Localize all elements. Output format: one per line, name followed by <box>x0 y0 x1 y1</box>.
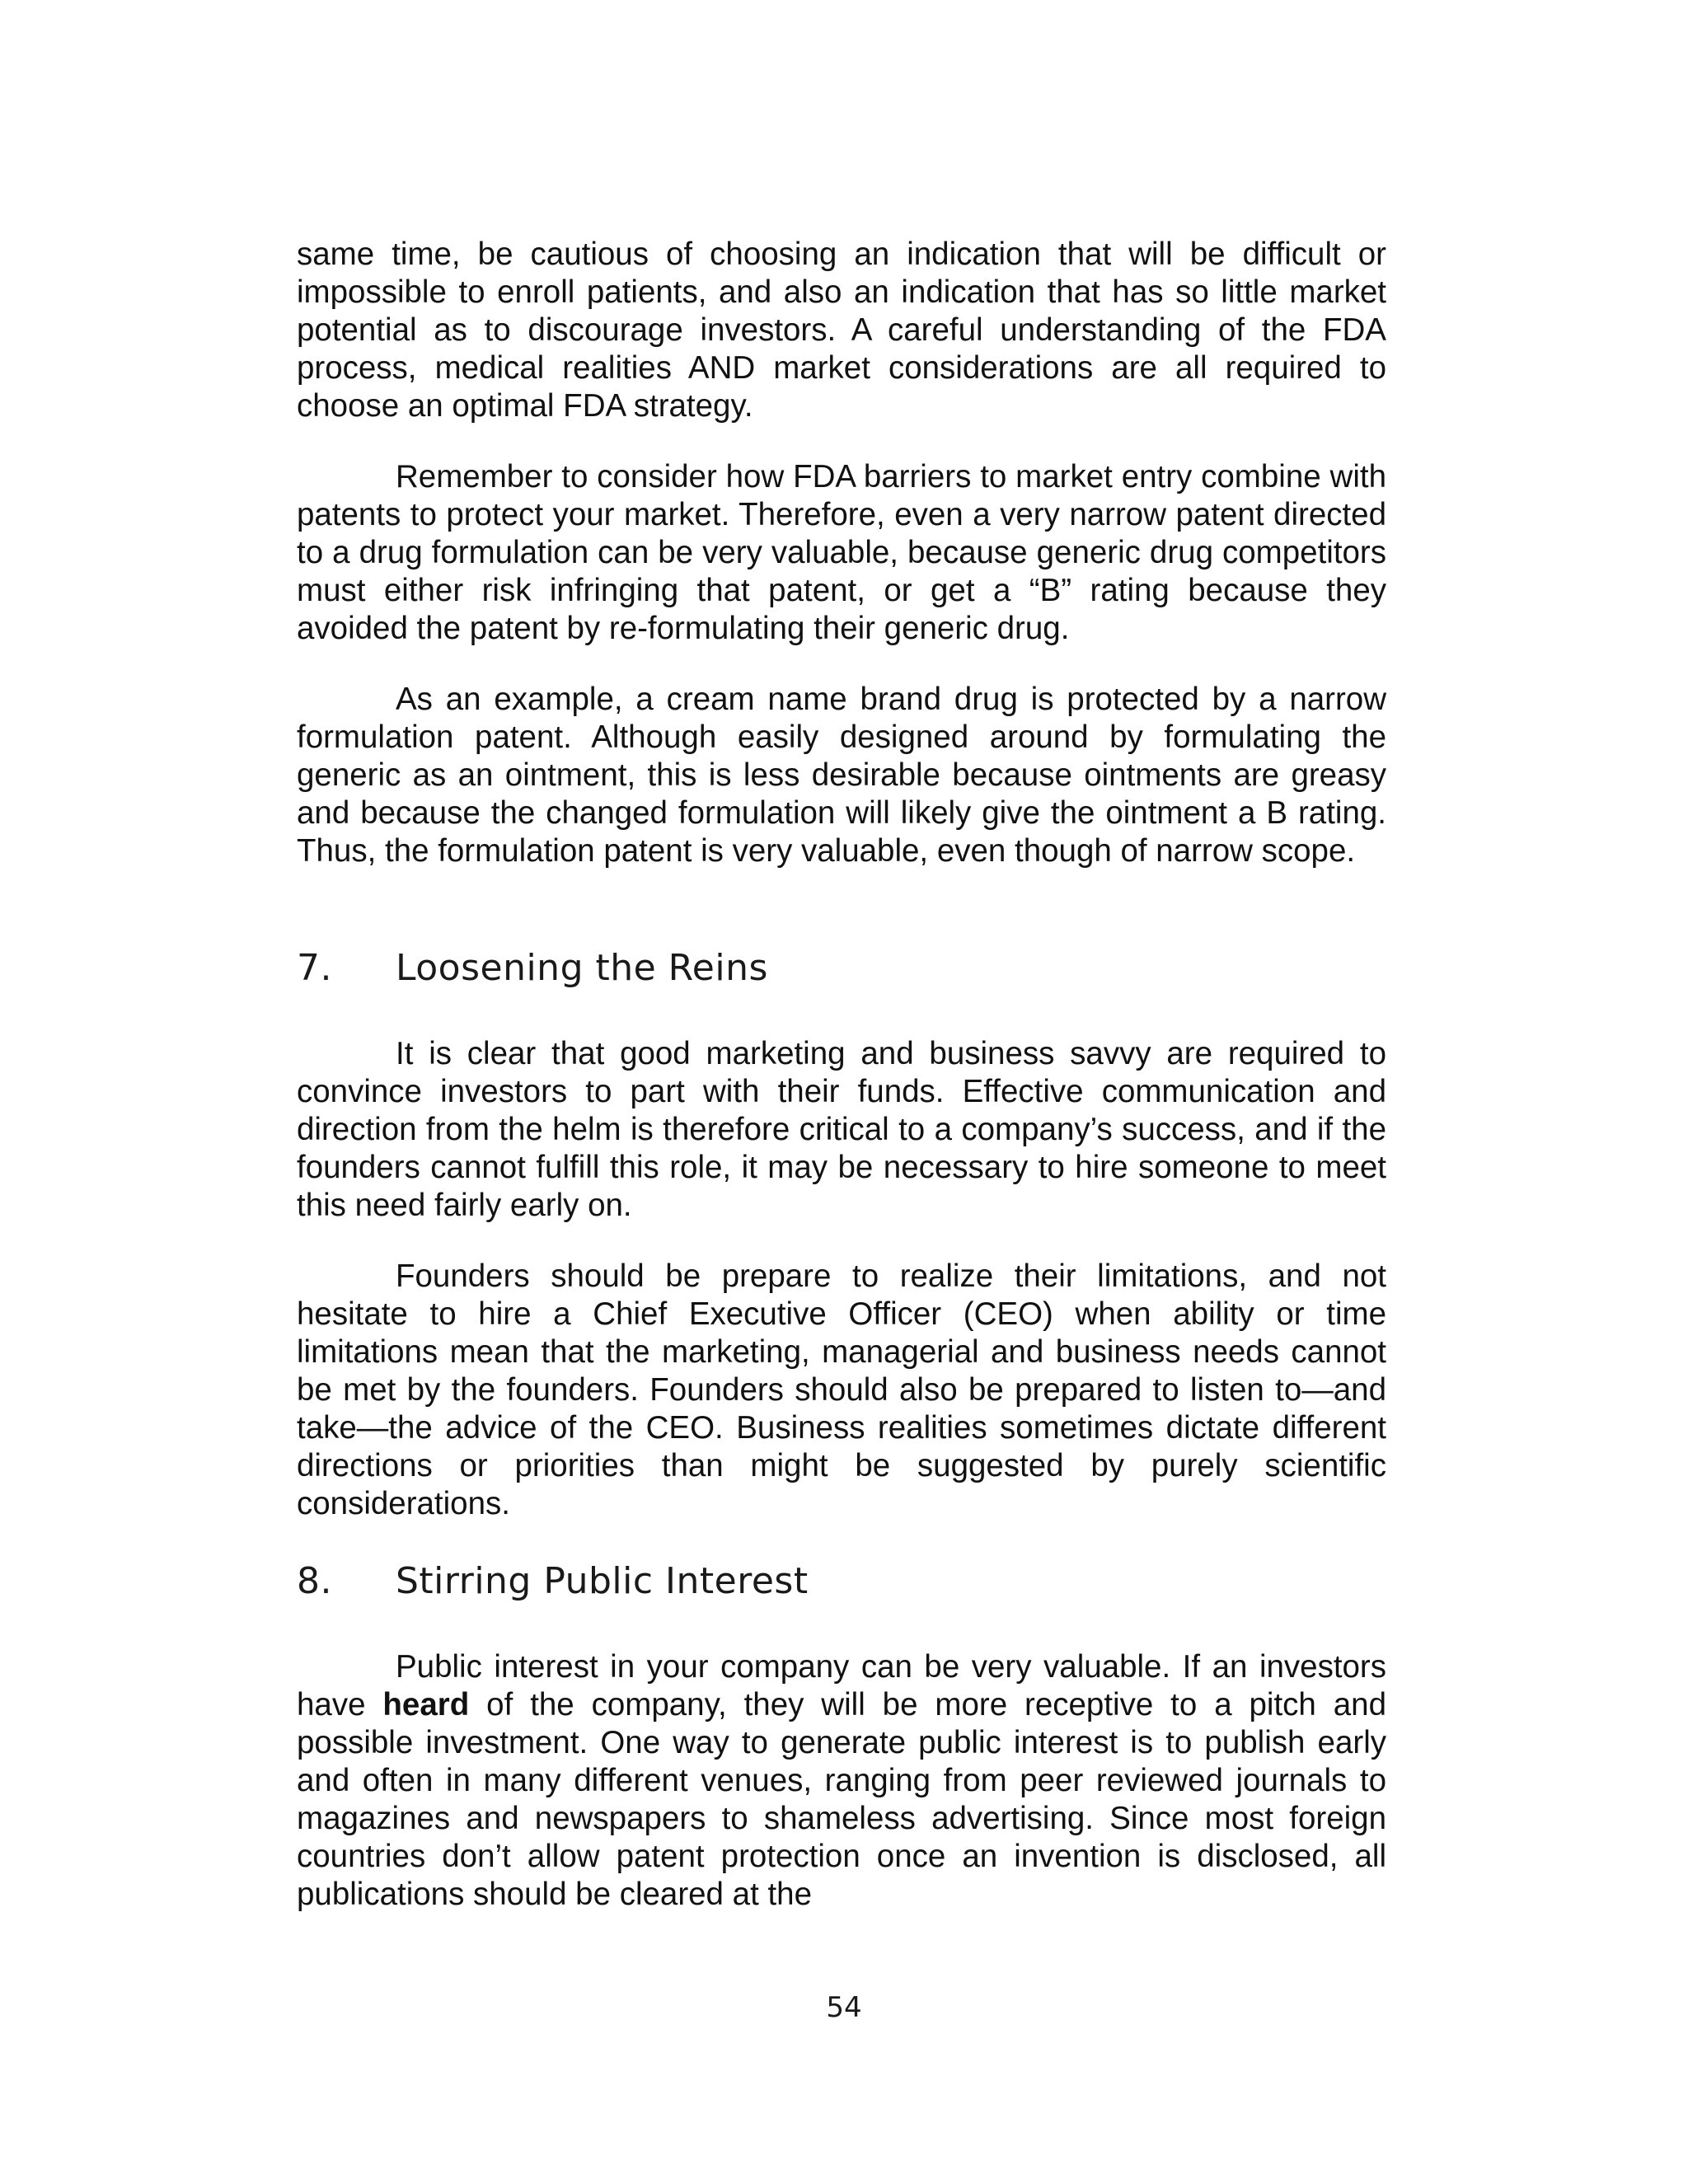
paragraph-block-2 <box>297 458 1386 648</box>
page-number: 54 <box>826 1991 862 2024</box>
paragraph-marketing: It is clear that good marketing and business savvy are required to convince investors to part with their funds. Effective communication and direction from the helm is therefore critical to a company’s success, and if the founders cannot fulfill this role, it may be necessary to hire someone to meet this need fairly early on. <box>297 1036 1386 1223</box>
section-number: 8. <box>297 1560 332 1602</box>
paragraph-block-4 <box>297 1035 1386 1225</box>
paragraph-example: As an example, a cream name brand drug is protected by a narrow formulation patent. Although easily designed around by formulating the generic as an ointment, this is less desirable because ointments are greasy and because the changed formulation will likely give the ointment a B rating. Thus, the formulation patent is very valuable, even though of narrow scope. <box>297 682 1386 869</box>
paragraph-block-1 <box>297 236 1386 425</box>
emphasis-text: heard <box>382 1687 470 1722</box>
section-heading-8 <box>297 1558 1386 1605</box>
paragraph-founders: Founders should be prepare to realize their limitations, and not hesitate to hire a Chief Executive Officer (CEO) when ability or time limitations mean that the marketing, managerial and business needs cannot be met by the founders. Founders should also be prepared to listen to—and take—the advice of the CEO. Business realities sometimes dictate different directions or priorities than might be suggested by purely scientific considerations. <box>297 1258 1386 1521</box>
section-number: 7. <box>297 947 332 989</box>
section-title: Loosening the Reins <box>396 947 768 989</box>
section-title: Stirring Public Interest <box>396 1560 809 1602</box>
paragraph-fda-barriers: Remember to consider how FDA barriers to market entry combine with patents to protect your market. Therefore, even a very narrow patent directed to a drug formulation can be very valuable, because generic drug competitors must either risk infringing that patent, or get a “B” rating because they avoided the patent by re-formulating their generic drug. <box>297 459 1386 646</box>
section-heading-7 <box>297 945 1386 991</box>
paragraph-text: Public interest in your company can be very valuable. If an investors have <box>297 1649 1386 1722</box>
paragraph-block-3 <box>297 681 1386 870</box>
paragraph-public-interest <box>297 1648 1386 1914</box>
paragraph-block-5 <box>297 1258 1386 1523</box>
paragraph-text: of the company, they will be more receptive to a pitch and possible investment. One way to generate public interest is to publish early and often in many different venues, ranging from peer reviewed journals to magazines and newspapers to shameless advertising. Since most foreign countries don’t allow patent protection once an invention is disclosed, all publications should be cleared at the <box>297 1687 1386 1912</box>
paragraph-block-6 <box>297 1648 1386 1914</box>
paragraph-continuation: same time, be cautious of choosing an indication that will be difficult or impossible to enroll patients, and also an indication that has so little market potential as to discourage investors. A careful understanding of the FDA process, medical realities AND market considerations are all required to choose an optimal FDA strategy. <box>297 237 1386 424</box>
